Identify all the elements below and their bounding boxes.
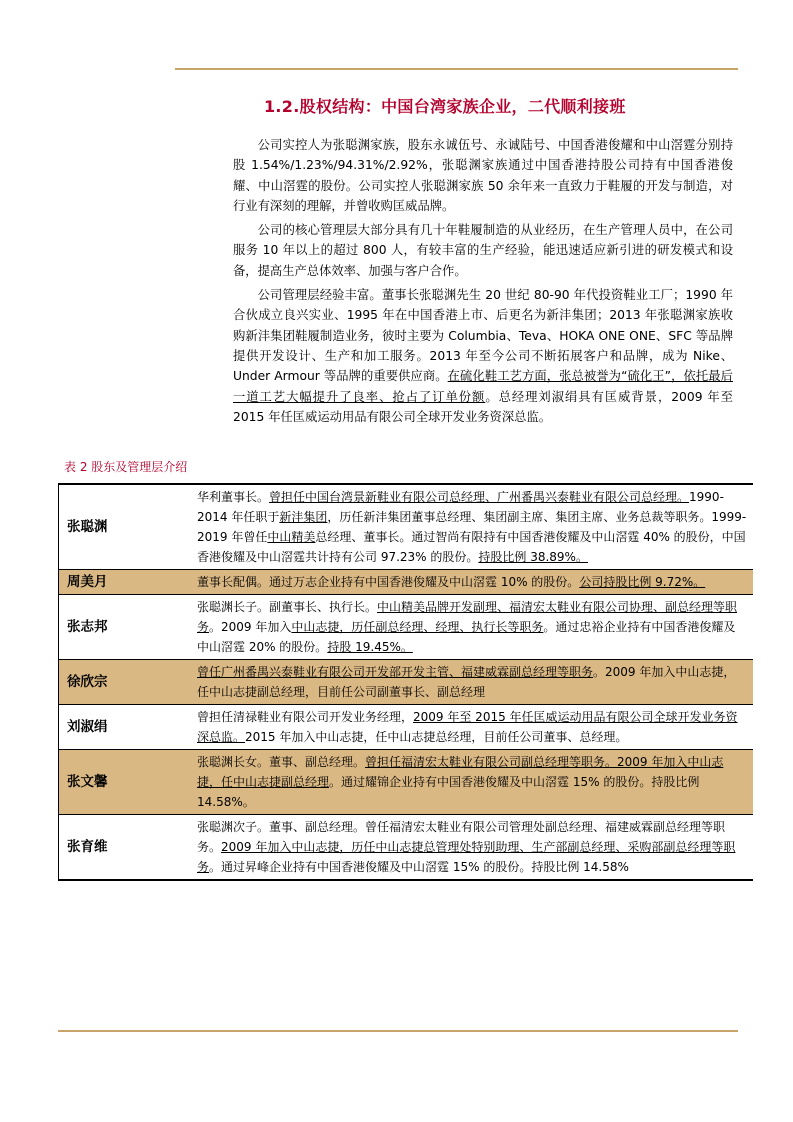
underlined-text: 2009 年至 2015 年任匡威运动用品有限公司全球开发业务资深总监。 [197, 710, 738, 744]
text-segment: 。2009 年加入 [209, 620, 292, 634]
underlined-text: 持股比例 38.89%。 [478, 550, 588, 564]
text-segment: 公司管理层经验丰富。董事长张聪渊先生 20 世纪 80-90 年代投资鞋业工厂；1990 年合伙成立良兴实业、1995 年在中国香港上市、后更名为新沣集团；2013 年张聪渊家族收购新沣集团鞋履制造业务，彼时主要为 Columbia、Teva、HOKA ONE ONE、SFC 等品牌提供开发设计、生产和加工服务。2013 年至今公司不断拓展客户和品牌，成为 Nike、Under Armour 等品牌的重要供应商。 [233, 288, 733, 384]
text-segment: 。总经理刘淑绢具有匡威背景，2009 年至 2015 年任匡威运动用品有限公司全球开发业务资深总监。 [233, 389, 733, 424]
table-caption: 表 2 股东及管理层介绍 [64, 460, 188, 474]
paragraph-2 [233, 220, 733, 281]
table-row [59, 595, 754, 660]
person-name: 周美月 [59, 570, 184, 595]
text-segment: 。通过忠裕企业持有中国香港俊耀及中山滘霆 20% 的股份。 [197, 620, 736, 654]
text-segment: 张聪渊次子。董事、副总经理。曾任福清宏太鞋业有限公司管理处副总经理、福建威霖副总经理等职务。 [197, 820, 726, 854]
text-segment: 张聪渊长子。副董事长、执行长。 [197, 600, 378, 614]
header-rule [175, 68, 738, 70]
underlined-text: 在硫化鞋工艺方面，张总被誉为“硫化王”，依托最后一道工艺大幅提升了良率、抢占了订单份额 [233, 369, 733, 404]
person-description [183, 705, 753, 750]
person-name: 张志邦 [59, 595, 184, 660]
person-name: 徐欣宗 [59, 660, 184, 705]
text-segment: 华利董事长。 [197, 490, 270, 504]
table-row [59, 750, 754, 815]
table-row [59, 570, 754, 595]
underlined-text: 中山志捷，历任副总经理、经理、执行长等职务 [291, 620, 544, 634]
underlined-text: 公司持股比例 9.72%。 [579, 575, 706, 589]
text-segment: 2015 年加入中山志捷，任中山志捷总经理，目前任公司董事、总经理。 [245, 730, 628, 744]
table-row [59, 660, 754, 705]
person-description [183, 570, 753, 595]
underlined-text: 曾担任福清宏太鞋业有限公司副总经理等职务。2009 年加入中山志捷，任中山志捷副总经理 [197, 755, 724, 789]
text-segment: 。通过昇峰企业持有中国香港俊耀及中山滘霆 15% 的股份。持股比例 14.58% [209, 860, 629, 874]
underlined-text: 2009 年加入中山志捷，历任中山志捷总管理处特别助理、生产部副总经理、采购部副总经理等职务 [197, 840, 736, 874]
text-segment: 总经理、董事长。通过智尚有限持有中国香港俊耀及中山滘霆 40% 的股份，中国香港俊耀及中山滘霆共计持有公司 97.23% 的股份。 [197, 530, 746, 564]
text-segment: 1990-2014 年任职于 [197, 490, 724, 524]
management-table [58, 483, 753, 881]
paragraph-3 [233, 285, 733, 427]
text-segment: 董事长配偶。通过万志企业持有中国香港俊耀及中山滘霆 10% 的股份。 [197, 575, 580, 589]
underlined-text: 曾任广州番禺兴泰鞋业有限公司开发部开发主管、福建威霖副总经理等职务 [197, 665, 594, 679]
underlined-text: 新沣集团 [279, 510, 328, 524]
text-segment: ，历任新沣集团董事总经理、集团副主席、集团主席、业务总裁等职务。1999-2019 年曾任 [197, 510, 747, 544]
text-segment: 。通过耀锦企业持有中国香港俊耀及中山滘霆 15% 的股份。持股比例 14.58%。 [197, 775, 700, 809]
person-description [183, 660, 753, 705]
table-row [59, 705, 754, 750]
text-segment: 。2009 年加入中山志捷，任中山志捷副总经理，目前任公司副董事长、副总经理 [197, 665, 736, 699]
person-name: 刘淑绢 [59, 705, 184, 750]
person-description [183, 595, 753, 660]
underlined-text: 持股 19.45%。 [327, 640, 413, 654]
table-row [59, 815, 754, 881]
text-segment: 公司的核心管理层大部分具有几十年鞋履制造的从业经历，在生产管理人员中，在公司服务 10 年以上的超过 800 人，有较丰富的生产经验，能迅速适应新引进的研发模式和设备，提高生产总体效率、加强与客户合作。 [233, 223, 733, 278]
underlined-text: 中山精美品牌开发副理、福清宏太鞋业有限公司协理、副总经理等职务 [197, 600, 738, 634]
person-description [183, 750, 753, 815]
text-segment: 公司实控人为张聪渊家族，股东永诚伍号、永诚陆号、中国香港俊耀和中山滘霆分别持股 1.54%/1.23%/94.31%/2.92%，张聪渊家族通过中国香港持股公司持有中国香港俊耀、中山滘霆的股份。公司实控人张聪渊家族 50 余年来一直致力于鞋履的开发与制造，对行业有深刻的理解，并曾收购匡威品牌。 [233, 138, 733, 213]
person-name: 张育维 [59, 815, 184, 881]
underlined-text: 曾担任中国台湾景新鞋业有限公司总经理、广州番禺兴泰鞋业有限公司总经理。 [269, 490, 690, 504]
person-description [183, 815, 753, 881]
section-title: 1.2.股权结构：中国台湾家族企业，二代顺利接班 [264, 97, 626, 116]
table-row [59, 484, 754, 570]
body-text [233, 135, 733, 431]
person-name: 张文馨 [59, 750, 184, 815]
text-segment: 张聪渊长女。董事、副总经理。 [197, 755, 366, 769]
paragraph-1 [233, 135, 733, 216]
footer-rule [58, 1030, 738, 1032]
person-description [183, 484, 753, 570]
person-name: 张聪渊 [59, 484, 184, 570]
text-segment: 曾担任清禄鞋业有限公司开发业务经理， [197, 710, 414, 724]
underlined-text: 中山精美 [267, 530, 316, 544]
